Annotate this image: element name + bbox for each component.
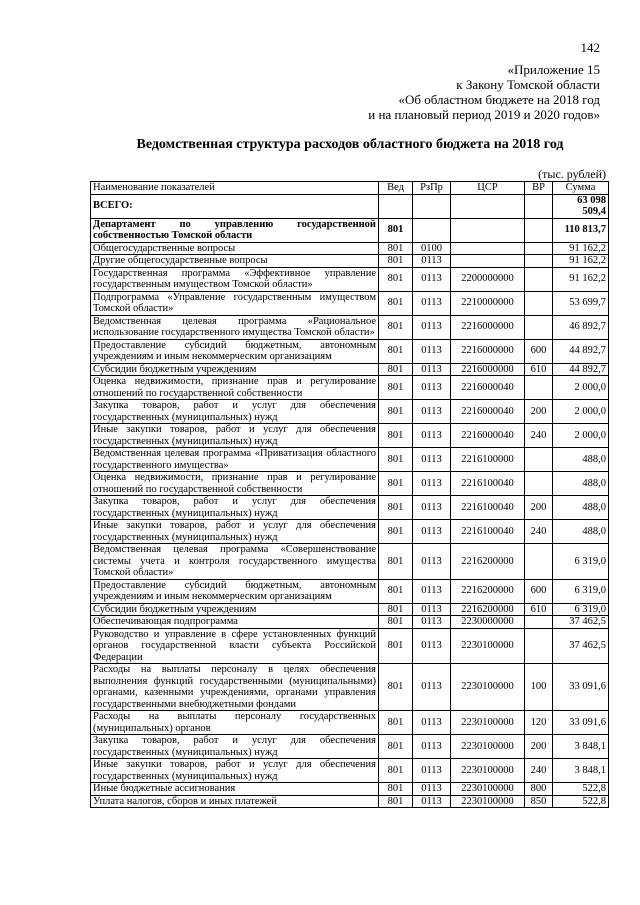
units-label: (тыс. рублей) xyxy=(538,167,606,181)
cell-ved: 801 xyxy=(379,664,413,711)
cell-rzpr: 0113 xyxy=(413,628,451,664)
table-row xyxy=(91,448,609,472)
cell-sum: 488,0 xyxy=(553,472,609,496)
cell-rzpr: 0113 xyxy=(413,363,451,376)
cell-ved: 801 xyxy=(379,424,413,448)
header-csr: ЦСР xyxy=(451,182,525,195)
cell-sum: 33 091,6 xyxy=(553,711,609,735)
cell-ved: 801 xyxy=(379,339,413,363)
cell-vr xyxy=(525,616,553,629)
cell-ved: 801 xyxy=(379,472,413,496)
cell-ved: 801 xyxy=(379,759,413,783)
cell-ved: 801 xyxy=(379,242,413,255)
table-row xyxy=(91,664,609,711)
table-row xyxy=(91,628,609,664)
table-row xyxy=(91,242,609,255)
cell-vr: 200 xyxy=(525,400,553,424)
cell-vr: 200 xyxy=(525,735,553,759)
cell-sum: 37 462,5 xyxy=(553,616,609,629)
expenditure-table xyxy=(90,181,609,808)
cell-rzpr: 0113 xyxy=(413,424,451,448)
table-row xyxy=(91,291,609,315)
cell-name: Уплата налогов, сборов и иных платежей xyxy=(91,795,379,808)
cell-vr: 240 xyxy=(525,759,553,783)
cell-rzpr: 0113 xyxy=(413,795,451,808)
cell-rzpr: 0113 xyxy=(413,400,451,424)
cell-ved: 801 xyxy=(379,711,413,735)
table-row xyxy=(91,735,609,759)
cell-ved: 801 xyxy=(379,255,413,268)
header-sum: Сумма xyxy=(553,182,609,195)
appendix-line: и на плановый период 2019 и 2020 годов» xyxy=(368,107,600,122)
cell-rzpr: 0113 xyxy=(413,664,451,711)
cell-sum: 110 813,7 xyxy=(553,218,609,242)
cell-rzpr xyxy=(413,194,451,218)
cell-sum: 63 098 509,4 xyxy=(553,194,609,218)
page-number: 142 xyxy=(580,40,600,55)
cell-name: Другие общегосударственные вопросы xyxy=(91,255,379,268)
cell-vr xyxy=(525,194,553,218)
document-title: Ведомственная структура расходов областного бюджета на 2018 год xyxy=(136,137,564,152)
cell-rzpr: 0113 xyxy=(413,315,451,339)
cell-name: Ведомственная целевая программа «Совершенствование системы учета и контроля государственного имущества Томской области» xyxy=(91,544,379,580)
header-rzpr: РзПр xyxy=(413,182,451,195)
cell-rzpr: 0113 xyxy=(413,376,451,400)
table-row xyxy=(91,376,609,400)
header-vr: ВР xyxy=(525,182,553,195)
cell-sum: 2 000,0 xyxy=(553,376,609,400)
table-row xyxy=(91,424,609,448)
cell-sum: 33 091,6 xyxy=(553,664,609,711)
appendix-line: к Закону Томской области xyxy=(456,77,600,92)
cell-name: Расходы на выплаты персоналу в целях обеспечения выполнения функций государственными (муниципальными) органами, казенными учреждениями, органами управления государственными внебюджетными фондами xyxy=(91,664,379,711)
cell-sum: 37 462,5 xyxy=(553,628,609,664)
cell-sum: 522,8 xyxy=(553,783,609,796)
cell-sum: 46 892,7 xyxy=(553,315,609,339)
cell-vr xyxy=(525,291,553,315)
cell-ved: 801 xyxy=(379,616,413,629)
table-row xyxy=(91,363,609,376)
cell-csr: 2230100000 xyxy=(451,628,525,664)
cell-csr: 2216000040 xyxy=(451,400,525,424)
cell-csr: 2230100000 xyxy=(451,783,525,796)
cell-csr: 2230000000 xyxy=(451,616,525,629)
cell-csr: 2216200000 xyxy=(451,603,525,616)
cell-vr xyxy=(525,628,553,664)
cell-ved: 801 xyxy=(379,267,413,291)
cell-csr: 2216000000 xyxy=(451,339,525,363)
table-row xyxy=(91,603,609,616)
cell-sum: 53 699,7 xyxy=(553,291,609,315)
table-row xyxy=(91,267,609,291)
cell-vr: 240 xyxy=(525,520,553,544)
cell-name: Иные закупки товаров, работ и услуг для обеспечения государственных (муниципальных) нужд xyxy=(91,759,379,783)
cell-csr: 2216100040 xyxy=(451,520,525,544)
appendix-line: «Приложение 15 xyxy=(507,62,600,77)
appendix-line: «Об областном бюджете на 2018 год xyxy=(398,92,600,107)
cell-rzpr: 0113 xyxy=(413,520,451,544)
cell-rzpr: 0113 xyxy=(413,472,451,496)
table-row xyxy=(91,255,609,268)
cell-ved: 801 xyxy=(379,520,413,544)
cell-vr: 200 xyxy=(525,496,553,520)
table-row xyxy=(91,579,609,603)
cell-rzpr: 0113 xyxy=(413,544,451,580)
cell-ved: 801 xyxy=(379,496,413,520)
table-row xyxy=(91,400,609,424)
table-row xyxy=(91,759,609,783)
cell-vr: 100 xyxy=(525,664,553,711)
cell-csr: 2216000000 xyxy=(451,315,525,339)
cell-csr: 2216000040 xyxy=(451,376,525,400)
cell-vr: 120 xyxy=(525,711,553,735)
cell-vr xyxy=(525,255,553,268)
cell-name: Ведомственная целевая программа «Приватизация областного государственного имущества» xyxy=(91,448,379,472)
cell-rzpr: 0113 xyxy=(413,783,451,796)
cell-name: Закупка товаров, работ и услуг для обеспечения государственных (муниципальных) нужд xyxy=(91,496,379,520)
cell-sum: 3 848,1 xyxy=(553,735,609,759)
cell-ved: 801 xyxy=(379,218,413,242)
cell-rzpr: 0100 xyxy=(413,242,451,255)
table-row xyxy=(91,795,609,808)
cell-vr xyxy=(525,218,553,242)
table-row xyxy=(91,194,609,218)
cell-ved: 801 xyxy=(379,376,413,400)
cell-ved: 801 xyxy=(379,315,413,339)
cell-csr: 2216100040 xyxy=(451,496,525,520)
cell-name: Оценка недвижимости, признание прав и регулирование отношений по государственной собственности xyxy=(91,376,379,400)
cell-rzpr xyxy=(413,218,451,242)
cell-vr xyxy=(525,376,553,400)
cell-vr xyxy=(525,267,553,291)
cell-vr xyxy=(525,315,553,339)
cell-name: Оценка недвижимости, признание прав и регулирование отношений по государственной собственности xyxy=(91,472,379,496)
cell-name: Закупка товаров, работ и услуг для обеспечения государственных (муниципальных) нужд xyxy=(91,400,379,424)
cell-csr: 2230100000 xyxy=(451,735,525,759)
table-row xyxy=(91,218,609,242)
cell-vr xyxy=(525,544,553,580)
table-header-row xyxy=(91,182,609,195)
cell-name: Департамент по управлению государственной собственностью Томской области xyxy=(91,218,379,242)
cell-name: Субсидии бюджетным учреждениям xyxy=(91,603,379,616)
header-ved: Вед xyxy=(379,182,413,195)
cell-ved: 801 xyxy=(379,448,413,472)
cell-name: Ведомственная целевая программа «Рациональное использование государственного имущества Томской области» xyxy=(91,315,379,339)
cell-sum: 91 162,2 xyxy=(553,267,609,291)
cell-csr: 2216200000 xyxy=(451,579,525,603)
cell-name: Закупка товаров, работ и услуг для обеспечения государственных (муниципальных) нужд xyxy=(91,735,379,759)
cell-csr: 2210000000 xyxy=(451,291,525,315)
cell-rzpr: 0113 xyxy=(413,616,451,629)
cell-vr xyxy=(525,472,553,496)
cell-vr xyxy=(525,448,553,472)
cell-sum: 6 319,0 xyxy=(553,579,609,603)
table-row xyxy=(91,472,609,496)
cell-sum: 44 892,7 xyxy=(553,363,609,376)
cell-rzpr: 0113 xyxy=(413,448,451,472)
cell-name: Государственная программа «Эффективное управление государственным имуществом Томской области» xyxy=(91,267,379,291)
cell-name: Руководство и управление в сфере установленных функций органов государственной власти субъекта Российской Федерации xyxy=(91,628,379,664)
cell-csr xyxy=(451,194,525,218)
cell-sum: 6 319,0 xyxy=(553,544,609,580)
cell-ved: 801 xyxy=(379,579,413,603)
cell-vr: 240 xyxy=(525,424,553,448)
cell-sum: 91 162,2 xyxy=(553,242,609,255)
table-row xyxy=(91,544,609,580)
cell-name: Расходы на выплаты персоналу государственных (муниципальных) органов xyxy=(91,711,379,735)
cell-vr: 610 xyxy=(525,363,553,376)
cell-csr xyxy=(451,242,525,255)
cell-csr: 2230100000 xyxy=(451,759,525,783)
cell-name: Иные закупки товаров, работ и услуг для обеспечения государственных (муниципальных) нужд xyxy=(91,424,379,448)
cell-sum: 44 892,7 xyxy=(553,339,609,363)
cell-sum: 3 848,1 xyxy=(553,759,609,783)
cell-ved: 801 xyxy=(379,735,413,759)
cell-name: Общегосударственные вопросы xyxy=(91,242,379,255)
cell-name: Иные закупки товаров, работ и услуг для обеспечения государственных (муниципальных) нужд xyxy=(91,520,379,544)
cell-ved: 801 xyxy=(379,603,413,616)
cell-ved: 801 xyxy=(379,544,413,580)
cell-rzpr: 0113 xyxy=(413,759,451,783)
cell-rzpr: 0113 xyxy=(413,711,451,735)
cell-sum: 488,0 xyxy=(553,448,609,472)
cell-vr xyxy=(525,242,553,255)
cell-vr: 600 xyxy=(525,339,553,363)
cell-rzpr: 0113 xyxy=(413,291,451,315)
appendix-heading xyxy=(220,62,600,122)
cell-rzpr: 0113 xyxy=(413,735,451,759)
cell-vr: 800 xyxy=(525,783,553,796)
cell-sum: 6 319,0 xyxy=(553,603,609,616)
cell-rzpr: 0113 xyxy=(413,267,451,291)
cell-rzpr: 0113 xyxy=(413,255,451,268)
cell-name: ВСЕГО: xyxy=(91,194,379,218)
cell-sum: 2 000,0 xyxy=(553,424,609,448)
cell-csr: 2216000040 xyxy=(451,424,525,448)
table-row xyxy=(91,783,609,796)
cell-rzpr: 0113 xyxy=(413,603,451,616)
cell-name: Субсидии бюджетным учреждениям xyxy=(91,363,379,376)
cell-rzpr: 0113 xyxy=(413,579,451,603)
cell-csr xyxy=(451,255,525,268)
cell-csr: 2230100000 xyxy=(451,795,525,808)
table-row xyxy=(91,711,609,735)
cell-ved: 801 xyxy=(379,783,413,796)
cell-csr: 2200000000 xyxy=(451,267,525,291)
cell-ved: 801 xyxy=(379,628,413,664)
cell-csr xyxy=(451,218,525,242)
cell-ved: 801 xyxy=(379,400,413,424)
table-row xyxy=(91,520,609,544)
cell-sum: 2 000,0 xyxy=(553,400,609,424)
cell-sum: 91 162,2 xyxy=(553,255,609,268)
cell-name: Предоставление субсидий бюджетным, автономным учреждениям и иным некоммерческим организациям xyxy=(91,579,379,603)
cell-vr: 850 xyxy=(525,795,553,808)
cell-sum: 488,0 xyxy=(553,520,609,544)
cell-name: Подпрограмма «Управление государственным имуществом Томской области» xyxy=(91,291,379,315)
header-name: Наименование показателей xyxy=(91,182,379,195)
table-row xyxy=(91,496,609,520)
cell-rzpr: 0113 xyxy=(413,496,451,520)
cell-vr: 600 xyxy=(525,579,553,603)
cell-sum: 522,8 xyxy=(553,795,609,808)
table-row xyxy=(91,339,609,363)
cell-csr: 2216100040 xyxy=(451,472,525,496)
cell-csr: 2216000000 xyxy=(451,363,525,376)
cell-sum: 488,0 xyxy=(553,496,609,520)
cell-csr: 2216200000 xyxy=(451,544,525,580)
cell-csr: 2216100000 xyxy=(451,448,525,472)
cell-csr: 2230100000 xyxy=(451,711,525,735)
cell-name: Предоставление субсидий бюджетным, автономным учреждениям и иным некоммерческим организациям xyxy=(91,339,379,363)
cell-name: Иные бюджетные ассигнования xyxy=(91,783,379,796)
cell-vr: 610 xyxy=(525,603,553,616)
table-row xyxy=(91,315,609,339)
cell-ved: 801 xyxy=(379,291,413,315)
cell-ved xyxy=(379,194,413,218)
cell-ved: 801 xyxy=(379,363,413,376)
cell-name: Обеспечивающая подпрограмма xyxy=(91,616,379,629)
cell-ved: 801 xyxy=(379,795,413,808)
cell-csr: 2230100000 xyxy=(451,664,525,711)
table-row xyxy=(91,616,609,629)
cell-rzpr: 0113 xyxy=(413,339,451,363)
